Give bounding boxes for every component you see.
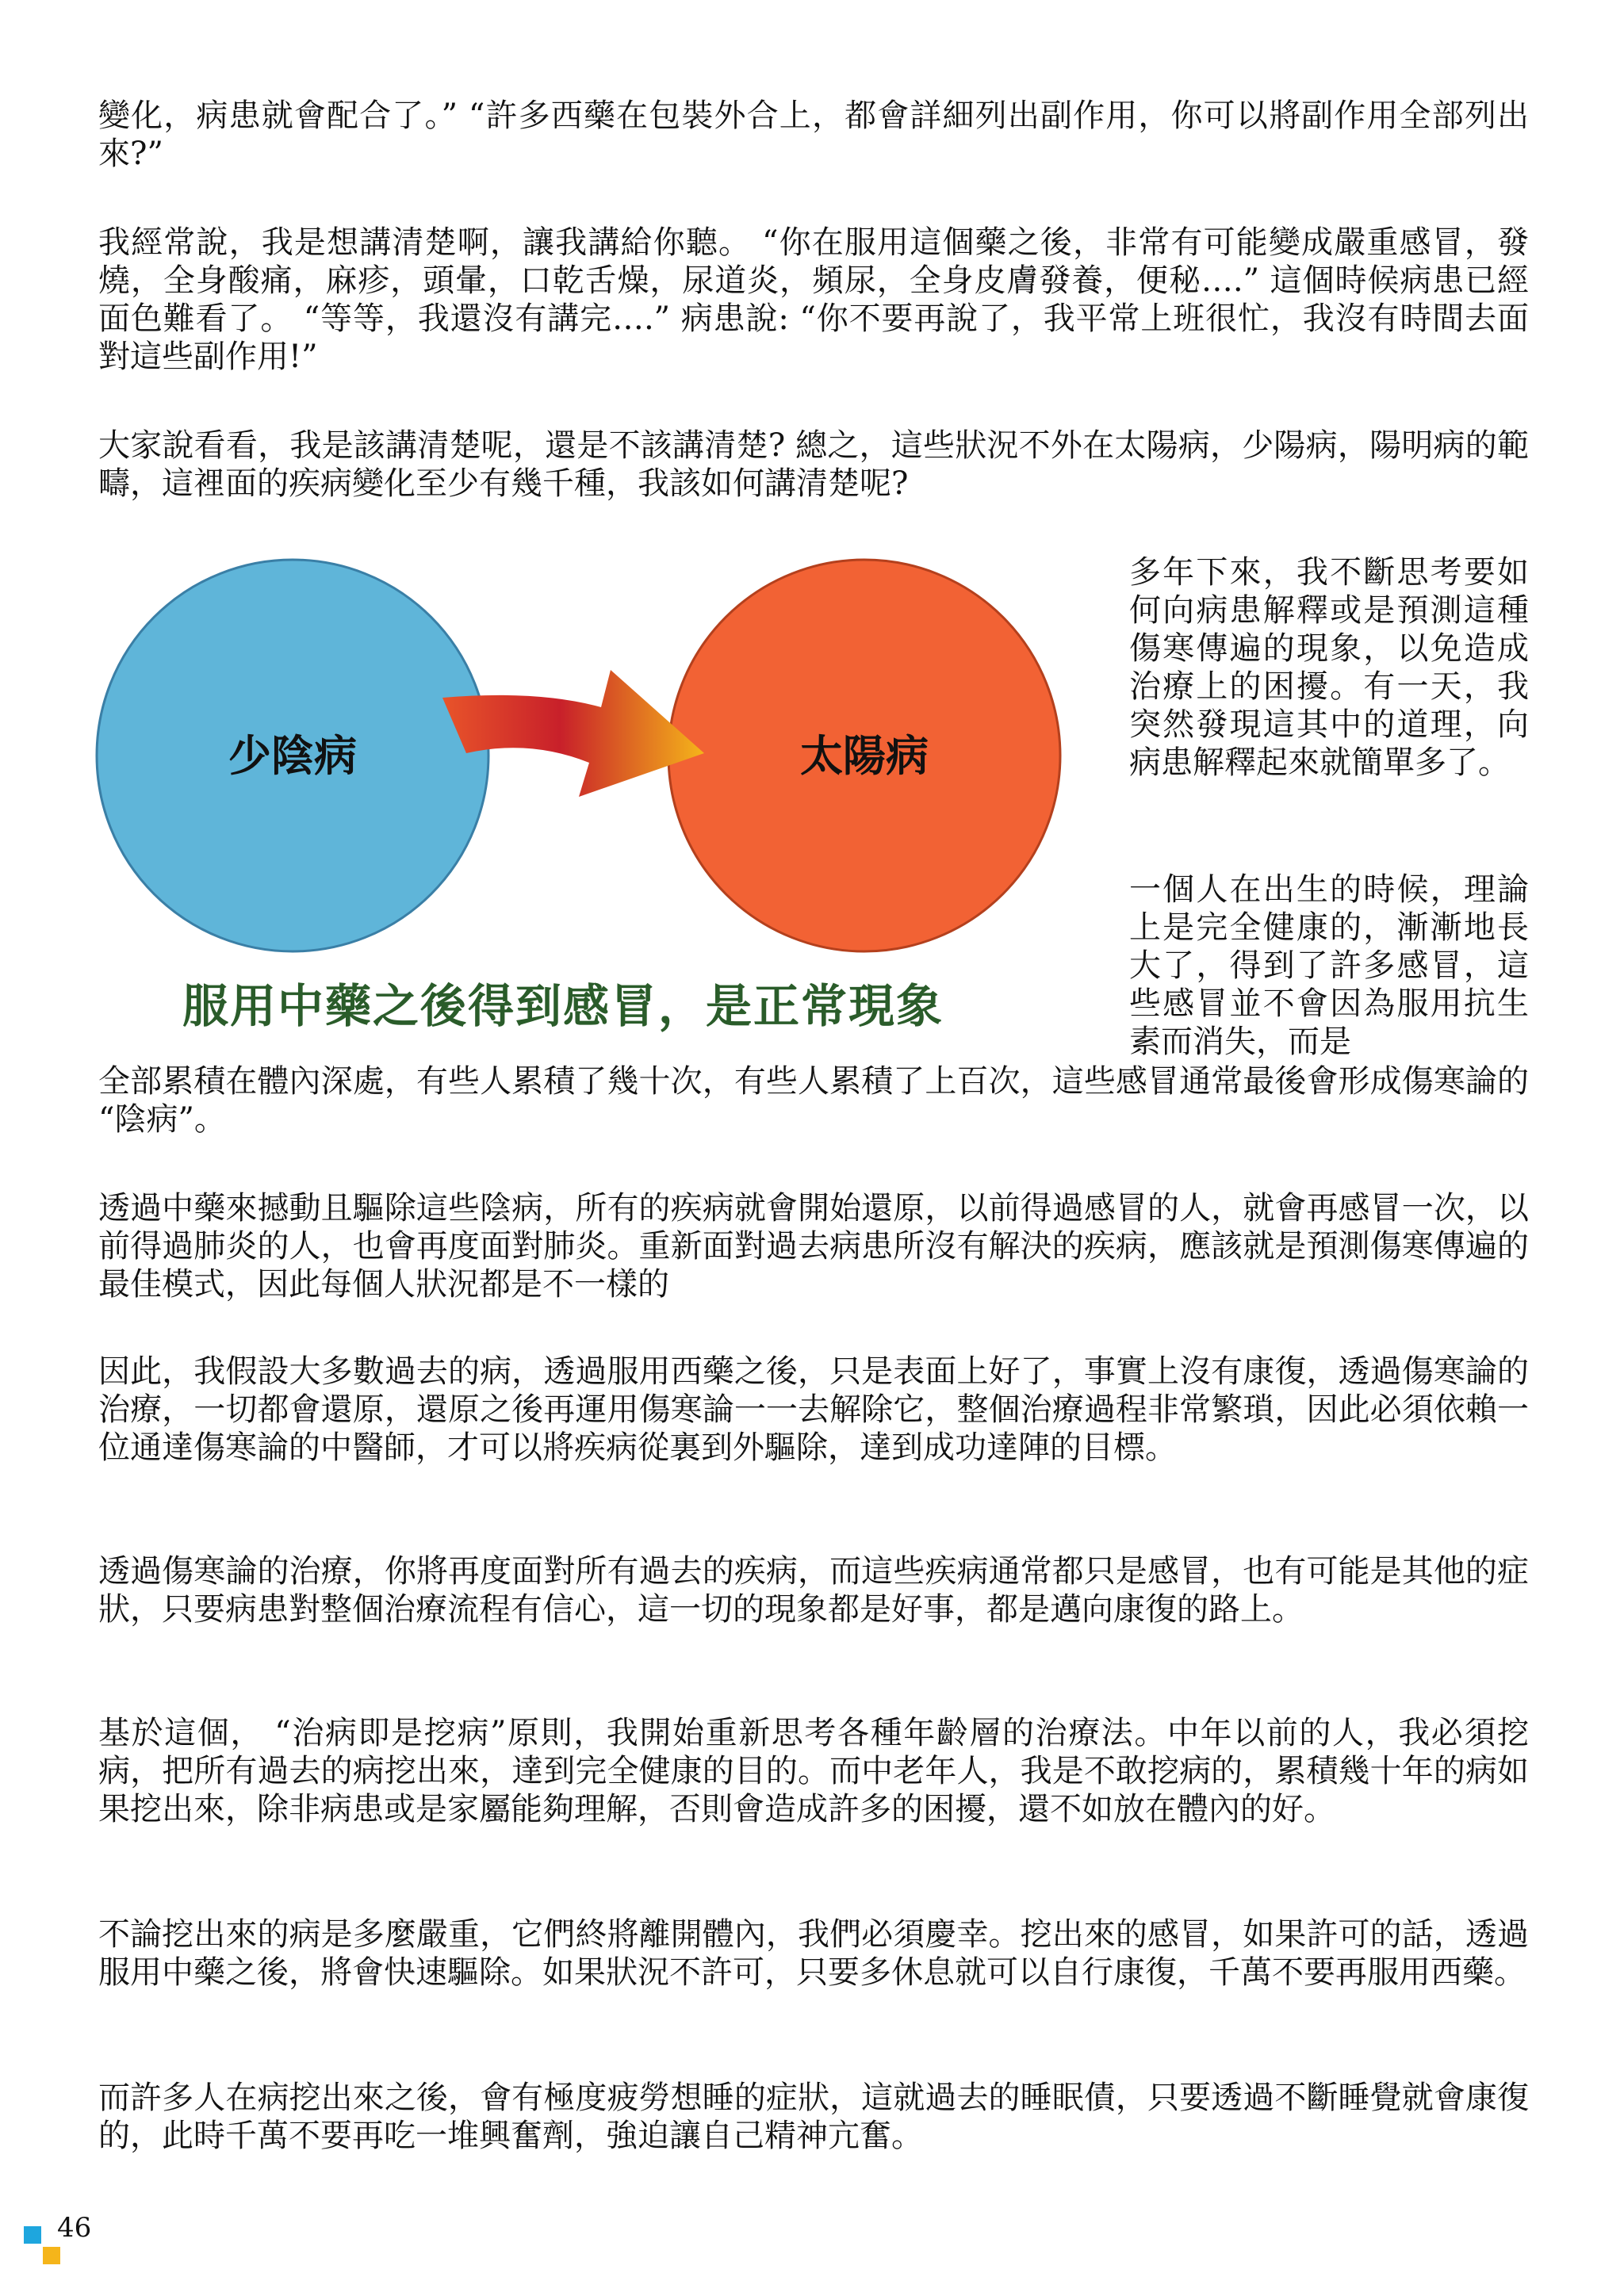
paragraph-5: 透過中藥來撼動且驅除這些陰病，所有的疾病就會開始還原，以前得過感冒的人，就會再感冒一次，以前得過肺炎的人，也會再度面對肺炎。重新面對過去病患所沒有解決的疾病，應該就是預測傷寒傳遍的最佳模式，因此每個人狀況都是不一樣的 xyxy=(98,1190,1529,1303)
footer-yellow-square xyxy=(43,2247,60,2264)
paragraph-10: 而許多人在病挖出來之後，會有極度疲勞想睡的症狀，這就過去的睡眠債，只要透過不斷睡覺就會康復的，此時千萬不要再吃一堆興奮劑，強迫讓自己精神亢奮。 xyxy=(98,2080,1529,2154)
paragraph-3: 大家說看看，我是該講清楚呢，還是不該講清楚? 總之，這些狀況不外在太陽病，少陽病，陽明病的範疇，這裡面的疾病變化至少有幾千種，我該如何講清楚呢? xyxy=(98,427,1529,502)
side-paragraph-1: 多年下來，我不斷思考要如何向病患解釋或是預測這種傷寒傳遍的現象，以免造成治療上的困擾。有一天，我突然發現這其中的道理，向病患解釋起來就簡單多了。 xyxy=(1129,554,1529,781)
paragraph-1: 變化，病患就會配合了。” “許多西藥在包裝外合上，都會詳細列出副作用，你可以將副作用全部列出來?” xyxy=(98,98,1529,172)
paragraph-4: 全部累積在體內深處，有些人累積了幾十次，有些人累積了上百次，這些感冒通常最後會形成傷寒論的 “陰病”。 xyxy=(98,1063,1529,1138)
shaoyin-label: 少陰病 xyxy=(228,731,357,781)
diagram-graphic xyxy=(94,555,1077,967)
footer-blue-square xyxy=(24,2226,41,2244)
diagram-caption: 服用中藥之後得到感冒，是正常現象 xyxy=(182,979,944,1033)
taiyang-label: 太陽病 xyxy=(800,731,929,781)
paragraph-2: 我經常說，我是想講清楚啊，讓我講給你聽。 “你在服用這個藥之後，非常有可能變成嚴重感冒，發燒，全身酸痛，麻疹，頭暈，口乾舌燥，尿道炎，頻尿，全身皮膚發養，便秘….” 這個時候病患已經面色難看了。 “等等，我還沒有講完….” 病患說: “你不要再說了，我平常上班很忙，我沒有時間去面對這些副作用!” xyxy=(98,224,1529,375)
paragraph-8: 基於這個， “治病即是挖病”原則，我開始重新思考各種年齡層的治療法。中年以前的人，我必須挖病，把所有過去的病挖出來，達到完全健康的目的。而中老年人，我是不敢挖病的，累積幾十年的病如果挖出來，除非病患或是家屬能夠理解，否則會造成許多的困擾，還不如放在體內的好。 xyxy=(98,1715,1529,1827)
page-number: 46 xyxy=(57,2212,92,2244)
side-paragraph-2: 一個人在出生的時候，理論上是完全健康的，漸漸地長大了，得到了許多感冒，這些感冒並不會因為服用抗生素而消失，而是 xyxy=(1129,871,1529,1060)
paragraph-7: 透過傷寒論的治療，你將再度面對所有過去的疾病，而這些疾病通常都只是感冒，也有可能是其他的症狀，只要病患對整個治療流程有信心，這一切的現象都是好事，都是邁向康復的路上。 xyxy=(98,1553,1529,1628)
paragraph-6: 因此，我假設大多數過去的病，透過服用西藥之後，只是表面上好了，事實上沒有康復，透過傷寒論的治療，一切都會還原，還原之後再運用傷寒論一一去解除它，整個治療過程非常繁瑣，因此必須依賴一位通達傷寒論的中醫師，才可以將疾病從裏到外驅除，達到成功達陣的目標。 xyxy=(98,1353,1529,1466)
paragraph-9: 不論挖出來的病是多麼嚴重，它們終將離開體內，我們必須慶幸。挖出來的感冒，如果許可的話，透過服用中藥之後，將會快速驅除。如果狀況不許可，只要多休息就可以自行康復，千萬不要再服用西藥。 xyxy=(98,1916,1529,1991)
